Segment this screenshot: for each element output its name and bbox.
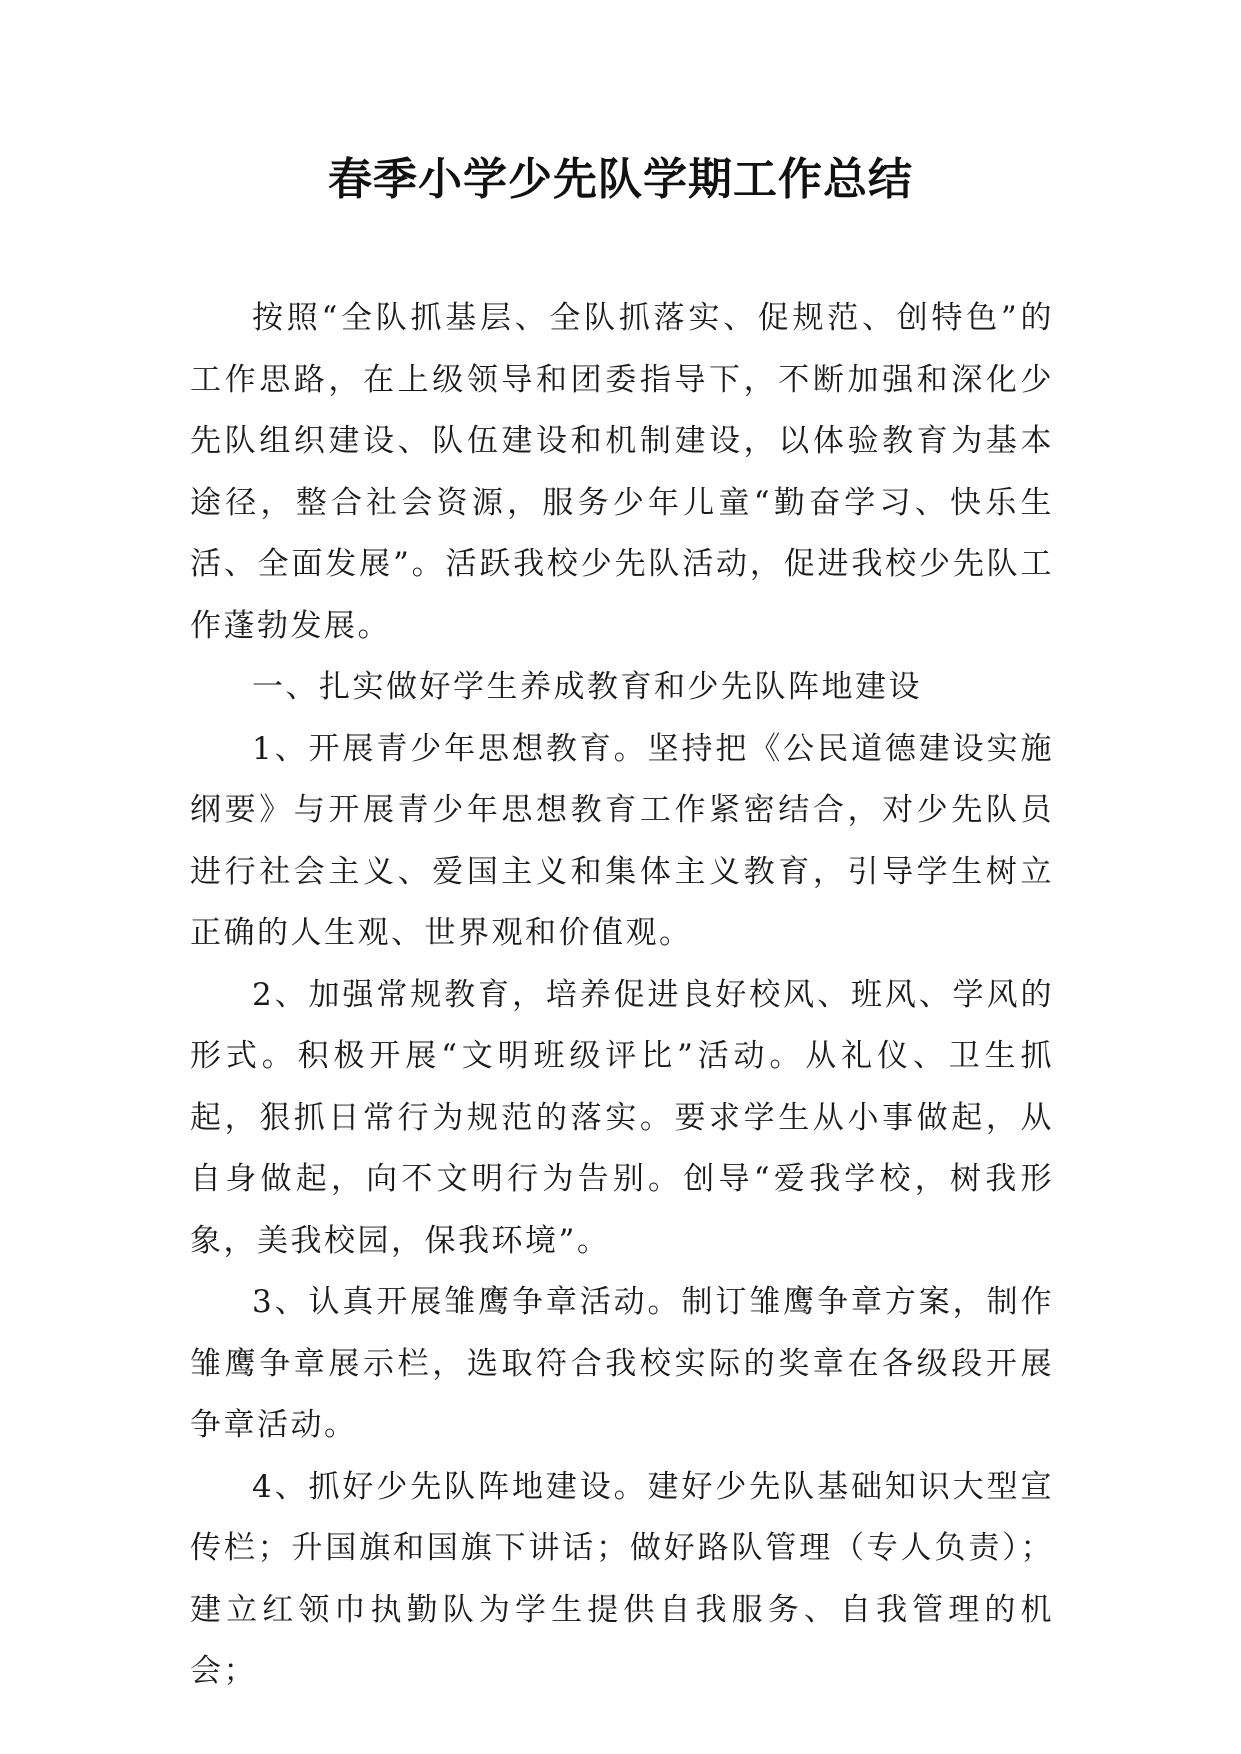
document-body xyxy=(190,288,1054,1703)
document-title: 春季小学少先队学期工作总结 xyxy=(328,154,913,205)
section-heading-1: 一、扎实做好学生养成教育和少先队阵地建设 xyxy=(252,669,922,705)
item-paragraph-2: 2、加强常规教育，培养促进良好校风、班风、学风的形式。积极开展“文明班级评比”活动。从礼仪、卫生抓起，狠抓日常行为规范的落实。要求学生从小事做起，从自身做起，向不文明行为告别。创导“爱我学校，树我形象，美我校园，保我环境”。 xyxy=(190,976,1054,1259)
intro-paragraph: 按照“全队抓基层、全队抓落实、促规范、创特色”的工作思路，在上级领导和团委指导下，不断加强和深化少先队组织建设、队伍建设和机制建设，以体验教育为基本途径，整合社会资源，服务少年儿童“勤奋学习、快乐生活、全面发展”。活跃我校少先队活动，促进我校少先队工作蓬勃发展。 xyxy=(190,300,1054,644)
item-paragraph-3: 3、认真开展雏鹰争章活动。制订雏鹰争章方案，制作雏鹰争章展示栏，选取符合我校实际的奖章在各级段开展争章活动。 xyxy=(190,1284,1054,1443)
item-paragraph-1: 1、开展青少年思想教育。坚持把《公民道德建设实施纲要》与开展青少年思想教育工作紧密结合，对少先队员进行社会主义、爱国主义和集体主义教育，引导学生树立正确的人生观、世界观和价值观。 xyxy=(190,730,1054,951)
item-paragraph-4: 4、抓好少先队阵地建设。建好少先队基础知识大型宣传栏；升国旗和国旗下讲话；做好路队管理（专人负责）；建立红领巾执勤队为学生提供自我服务、自我管理的机会； xyxy=(190,1468,1054,1689)
